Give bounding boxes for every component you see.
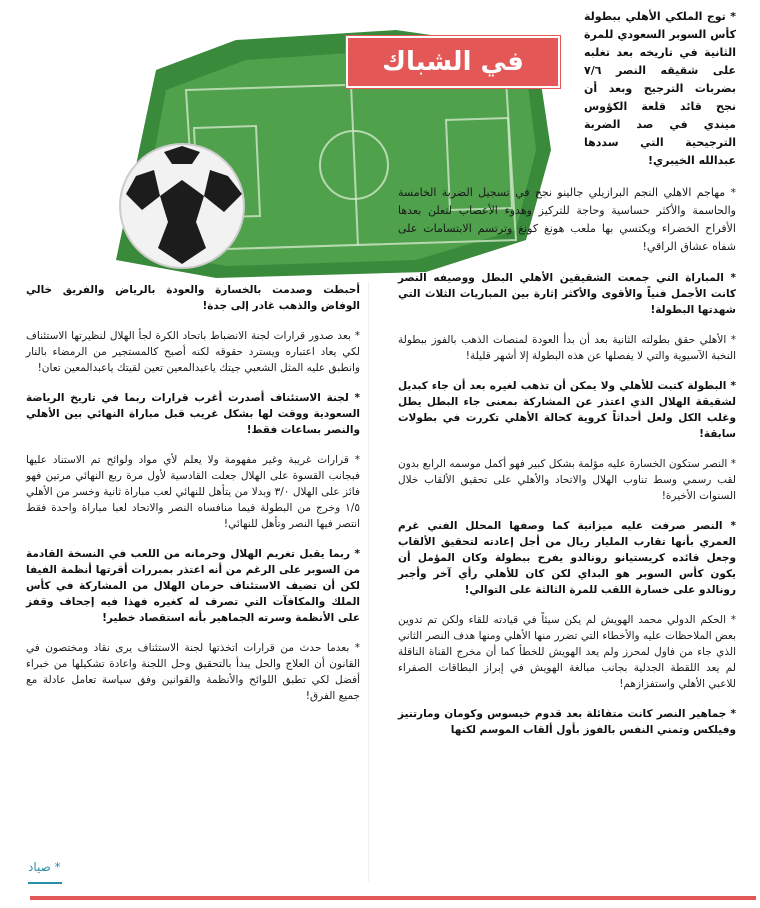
paragraph: * بعد صدور قرارات لجنة الانضباط باتحاد الكرة لجأ الهلال لنظيرتها الاستئناف لكي يعاد اعتباره ويسترد حقوقه لكنه أصبح كالمستجير من الرمضاء بالنار وانطبق عليه المثل الشعبي جيتك ياعبدالمعين تعين لقيتك ياعبدالمعين تعان! [26, 330, 360, 374]
footer-bar [30, 896, 756, 900]
left-column [26, 282, 360, 718]
paragraph: * البطولة كتبت للأهلي ولا يمكن أن تذهب لغيره بعد أن جاء كبديل لشقيقة الهلال الذي اعتذر عن المشاركة بمعنى جاء البطل يطل وغلب الكل ولعل أحداثاً كروية كحالة الأهلي تكررت في بطولات سابقة! [398, 380, 736, 440]
column-divider [368, 282, 369, 882]
right-column [398, 8, 736, 752]
paragraph: أحبطت وصدمت بالخسارة والعودة بالرياض والفريق خالي الوفاض والذهب غادر إلى جدة! [26, 284, 360, 312]
paragraph: * الأهلي حقق بطولته الثانية بعد أن بدأ العودة لمنصات الذهب بالفوز ببطولة النخبة الآسيوية والتي لا يفصلها عن هذه البطولة إلا أشهر قليلة! [398, 334, 736, 362]
paragraph: * لجنة الاستئناف أصدرت أغرب قرارات ربما في تاريخ الرياضة السعودية ووقت لها بشكل غريب قبل مباراة النهائي بين الأهلي والنصر بساعات فقط! [26, 392, 360, 436]
paragraph: * جماهير النصر كانت متفائلة بعد قدوم خيسوس وكومان ومارتنيز وفيلكس وتمني النفس بالفوز بأول ألقاب الموسم لكنها [398, 708, 736, 736]
paragraph: * قرارات غريبة وغير مفهومة ولا يعلم لأي مواد ولوائح تم الاستناد عليها فبجانب القسوة على الهلال جعلت القادسية لأول مرة ربع النهائي مرتين فهو فائز على الهلال ٣/٠ وبدلا من يتأهل للنهائي لعب مباراة ثانية وخسر من الأهلي ١/٥ وخرج من البطولة فيما منافساه النصر والاتحاد لعبا مباراة واحدة فقط انتصر فيها النصر وتأهل للنهائي! [26, 454, 360, 530]
paragraph: * توج الملكي الأهلي ببطولة كأس السوبر السعودي للمرة الثانية في تاريخه بعد تغلبه على شقيقه النصر ٧/٦ بضربات الترجيح وبعد أن نجح قائد قلعة الكؤوس ميندي في صد الضربة الترجيحية التي سددها عبدالله الخيبري! [584, 10, 736, 167]
paragraph: * بعدما حدث من قرارات اتخذتها لجنة الاستئناف يرى نقاد ومختصون في القانون أن العلاج والحل يبدأ بالتحقيق وحل اللجنة واعادة تشكيلها من خبراء أفضل لكي تطبق اللوائح والأنظمة والقوانين وفق سياسة تعامل عادلة مع جميع الفرق! [26, 642, 360, 702]
paragraph: * النصر ستكون الخسارة عليه مؤلمة بشكل كبير فهو أكمل موسمه الرابع بدون لقب رسمي وسط تناوب الهلال والاتحاد والأهلي على تحقيق الألقاب خلال السنوات الأخيرة! [398, 458, 736, 502]
paragraph: * مهاجم الاهلي النجم البرازيلي جالينو نجح في تسجيل الضربة الخامسة والحاسمة والأكثر حساسية وحاجة للتركيز وهدوء الأعصاب لتعلن بعدها الأفراح الخضراء ويكتسي بها ملعب هونغ كونغ وترتسم الابتسامات على شفاه عشاق الراقي! [398, 186, 736, 253]
football-icon [120, 144, 244, 268]
author-signature: * صياد [28, 860, 61, 874]
paragraph: * المباراة التي جمعت الشقيقين الأهلي البطل ووصيفه النصر كانت الأجمل فنياً والأقوى والأكثر إثارة بين المباريات الثلاث التي شهدتها البطولة! [398, 272, 736, 316]
section-tag: في الشباك [346, 36, 560, 88]
paragraph: * ربما يقبل تغريم الهلال وحرمانه من اللعب في النسخة القادمة من السوبر على الرغم من أنه اعتذر بمبررات أقرتها أنظمة الفيفا لكن أن تضيف الاستئناف حرمان الهلال من المشاركة في كأس الملك والمكافآت التي تصرف له كغيره فهذا فيه إجحاف وقفز على الأنظمة وسرته الجماهير بأنه استقصاد خطير! [26, 548, 360, 624]
paragraph: * النصر صرفت عليه ميزانية كما وصفها المحلل الفني غرم العمري بأنها تقارب المليار ريال من أجل إعادته لتحقيق الألقاب وجعل قائده كريستيانو رونالدو يفرح ببطولة وكان المؤمل أن يكون كأس السوبر هو البداي لكن كان للأهلي رأي آخر وأجبر رونالدو على خسارة اللقب للمرة الثالثة على التوالي! [398, 520, 736, 596]
signature-underline [28, 882, 62, 884]
paragraph: * الحكم الدولي محمد الهويش لم يكن سيئاً في قيادته للقاء ولكن تم تدوين بعض الملاحظات عليه والأخطاء التي تضرر منها الأهلي ومنها هدف النصر الثاني الذي جاء من فاول لمحرز ولم يعد الهويش للخطأ كما أن مخرج القناة الناقلة لم يعد اللقطة الجدلية بجانب مبالغة الهويش في إبراز البطاقات الصفراء للاعبي الأهلي واستفزازهم! [398, 614, 736, 690]
